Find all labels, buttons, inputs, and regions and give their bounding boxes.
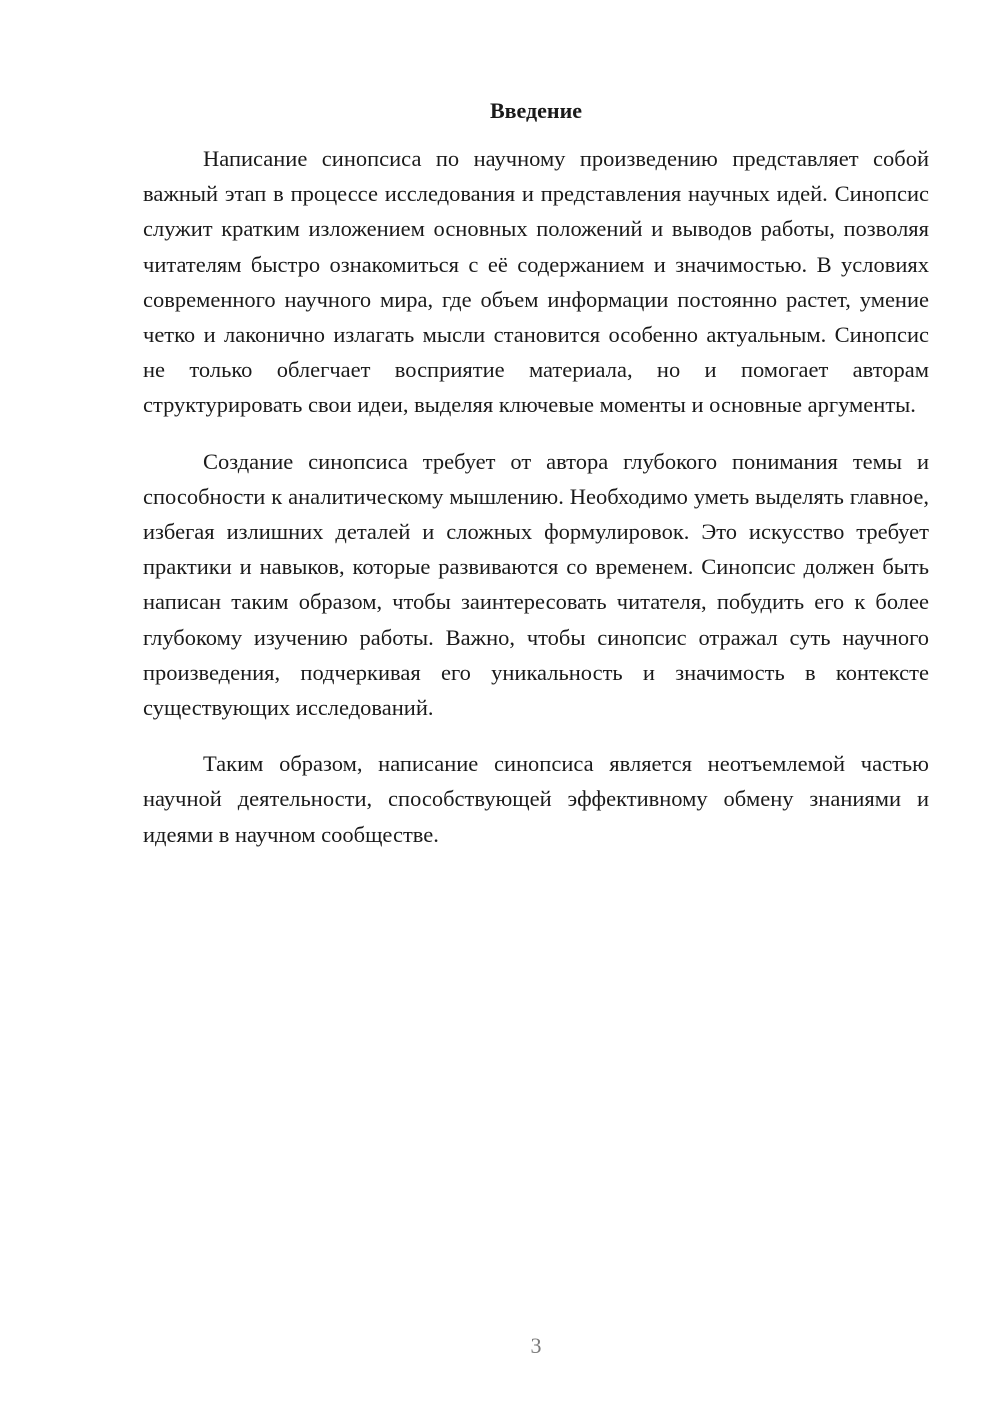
paragraph-2: Создание синопсиса требует от автора глубокого понимания темы и способности к аналитическому мышлению. Необходимо уметь выделять главное, избегая излишних деталей и сложных формулировок. Это искусство требует практики и навыков, которые развиваются со временем. Синопсис должен быть написан таким образом, чтобы заинтересовать читателя, побудить его к более глубокому изучению работы. Важно, чтобы синопсис отражал суть научного произведения, подчеркивая его уникальность и значимость в контексте существующих исследований. bbox=[143, 448, 929, 721]
body-text bbox=[143, 141, 929, 852]
paragraph-3: Таким образом, написание синопсиса является неотъемлемой частью научной деятельности, способствующей эффективному обмену знаниями и идеями в научном сообществе. bbox=[143, 751, 929, 847]
paragraph-1: Написание синопсиса по научному произведению представляет собой важный этап в процессе исследования и представления научных идей. Синопсис служит кратким изложением основных положений и выводов работы, позволяя читателям быстро ознакомиться с её содержанием и значимостью. В условиях современного научного мира, где объем информации постоянно растет, умение четко и лаконично излагать мысли становится особенно актуальным. Синопсис не только облегчает восприятие материала, но и помогает авторам структурировать свои идеи, выделяя ключевые моменты и основные аргументы. bbox=[143, 146, 929, 418]
section-heading: Введение bbox=[489, 98, 583, 123]
page-number: 3 bbox=[530, 1333, 542, 1358]
